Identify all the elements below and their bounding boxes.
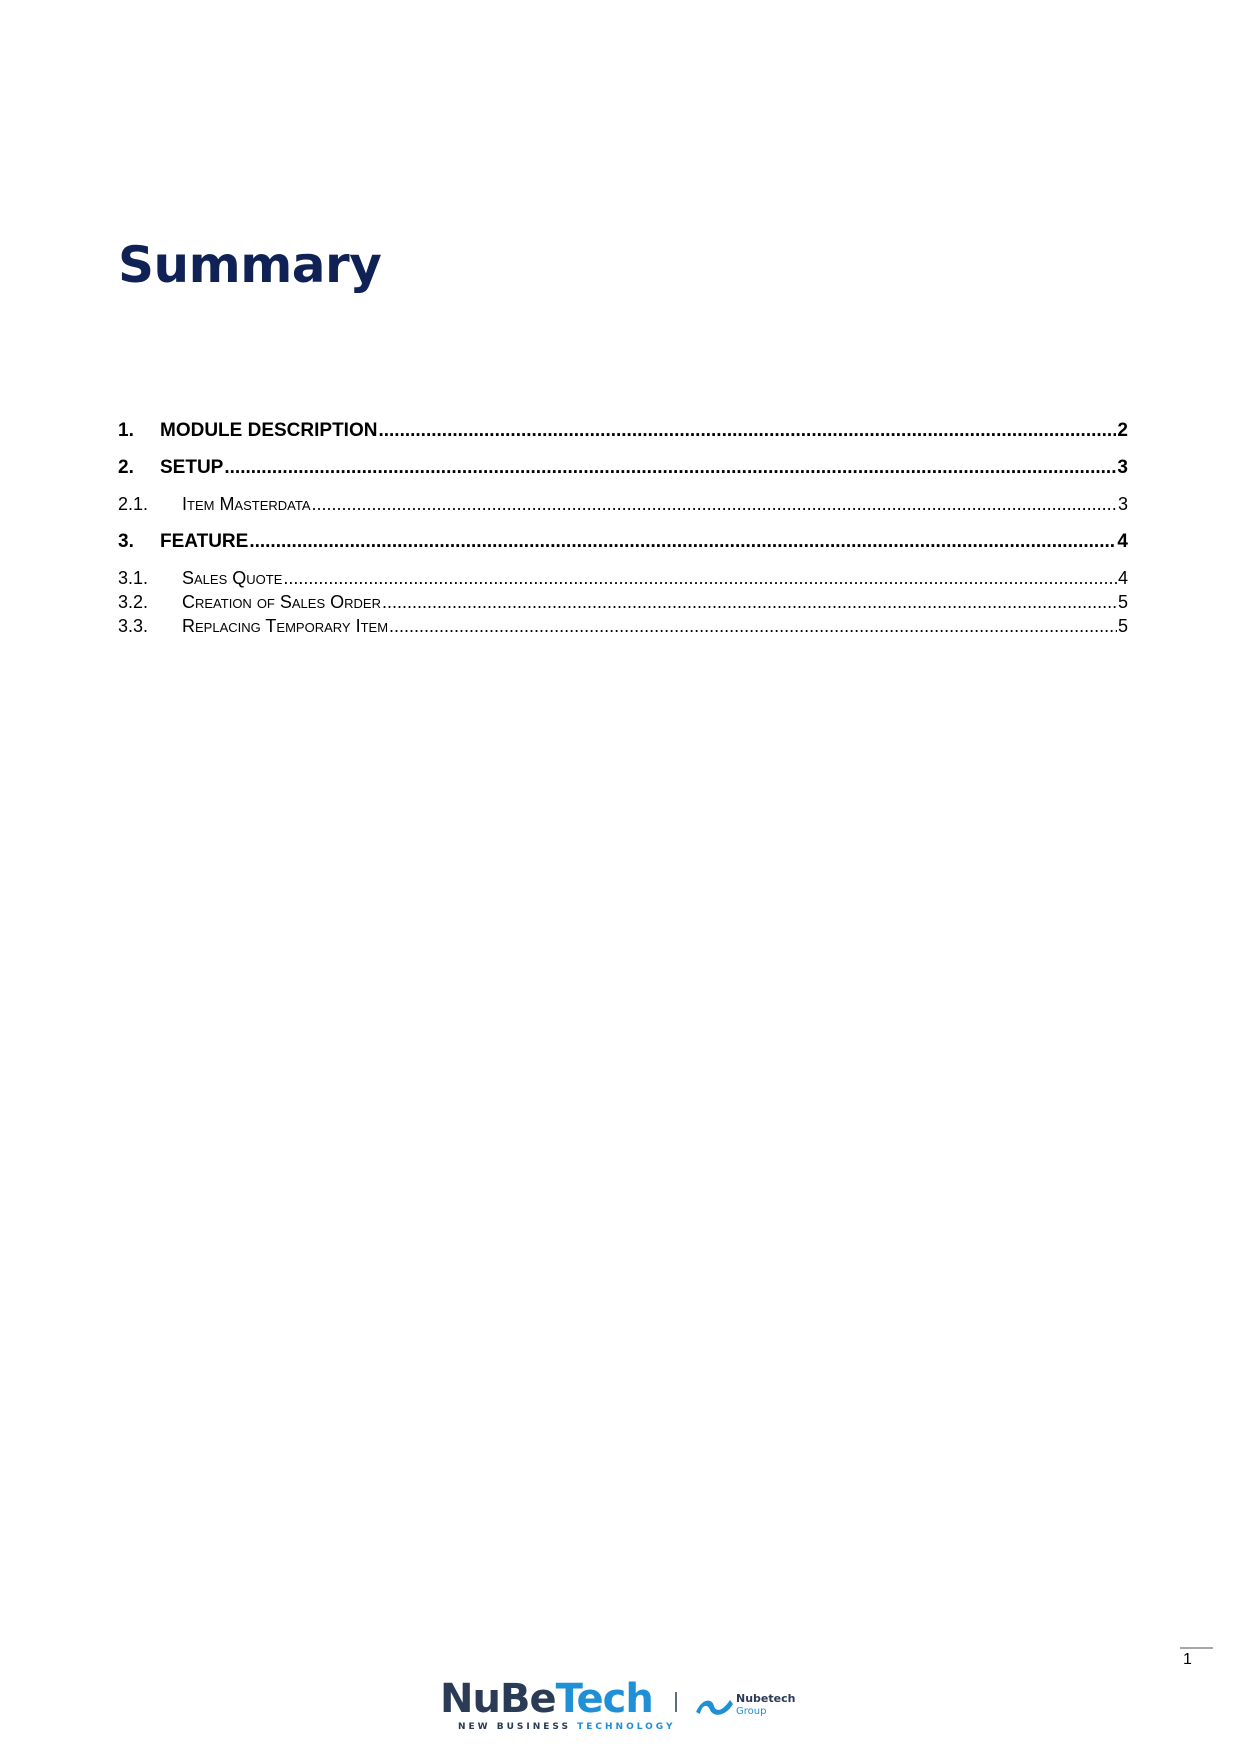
toc-leader xyxy=(249,531,1116,553)
toc-leader xyxy=(382,592,1117,613)
toc-page: 5 xyxy=(1117,616,1128,636)
toc-page: 2 xyxy=(1117,420,1128,441)
toc-label: Replacing Temporary Item xyxy=(182,616,389,636)
toc-page: 3 xyxy=(1117,457,1128,478)
toc-page: 4 xyxy=(1117,568,1128,588)
toc-leader xyxy=(389,616,1117,637)
toc-number: 2.1. xyxy=(118,494,149,514)
toc-leader xyxy=(283,568,1117,589)
toc-entry-replacing-temporary-item[interactable] xyxy=(118,616,1128,637)
logo-wordmark: NuBeTech xyxy=(440,1676,653,1722)
logo-tagline: NEW BUSINESS TECHNOLOGY xyxy=(458,1722,676,1732)
toc-entry-item-masterdata[interactable] xyxy=(118,494,1128,515)
toc-leader xyxy=(312,494,1117,515)
toc-entry-creation-of-sales-order[interactable] xyxy=(118,592,1128,613)
toc-label: SETUP xyxy=(160,457,224,478)
toc-entry-sales-quote[interactable] xyxy=(118,568,1128,589)
toc-page: 5 xyxy=(1117,592,1128,612)
toc-entry-setup[interactable] xyxy=(118,457,1128,479)
toc-page: 3 xyxy=(1117,494,1128,514)
toc-number: 2. xyxy=(118,457,134,478)
toc-number: 3. xyxy=(118,531,134,552)
toc-page: 4 xyxy=(1117,531,1128,552)
toc-label: Item Masterdata xyxy=(182,494,311,514)
toc-number: 3.2. xyxy=(118,592,149,612)
toc-number: 1. xyxy=(118,420,134,441)
group-wave-icon xyxy=(696,1700,733,1715)
toc-number: 3.3. xyxy=(118,616,149,636)
footer-logos xyxy=(440,1672,820,1732)
group-sub: Group xyxy=(736,1706,767,1717)
toc-leader xyxy=(378,420,1116,442)
toc-entry-feature[interactable] xyxy=(118,531,1128,553)
page-number-rule xyxy=(1180,1647,1213,1649)
toc-label: Sales Quote xyxy=(182,568,283,588)
toc-label: Creation of Sales Order xyxy=(182,592,381,612)
nubetech-logo xyxy=(440,1672,820,1732)
page-title: Summary xyxy=(118,236,382,294)
toc-label: MODULE DESCRIPTION xyxy=(160,420,378,441)
toc-entry-module-description[interactable] xyxy=(118,420,1128,442)
toc-leader xyxy=(224,457,1116,479)
group-name: Nubetech xyxy=(736,1692,796,1705)
toc-number: 3.1. xyxy=(118,568,149,588)
toc-label: FEATURE xyxy=(160,531,249,552)
page-number: 1 xyxy=(1183,1651,1192,1668)
